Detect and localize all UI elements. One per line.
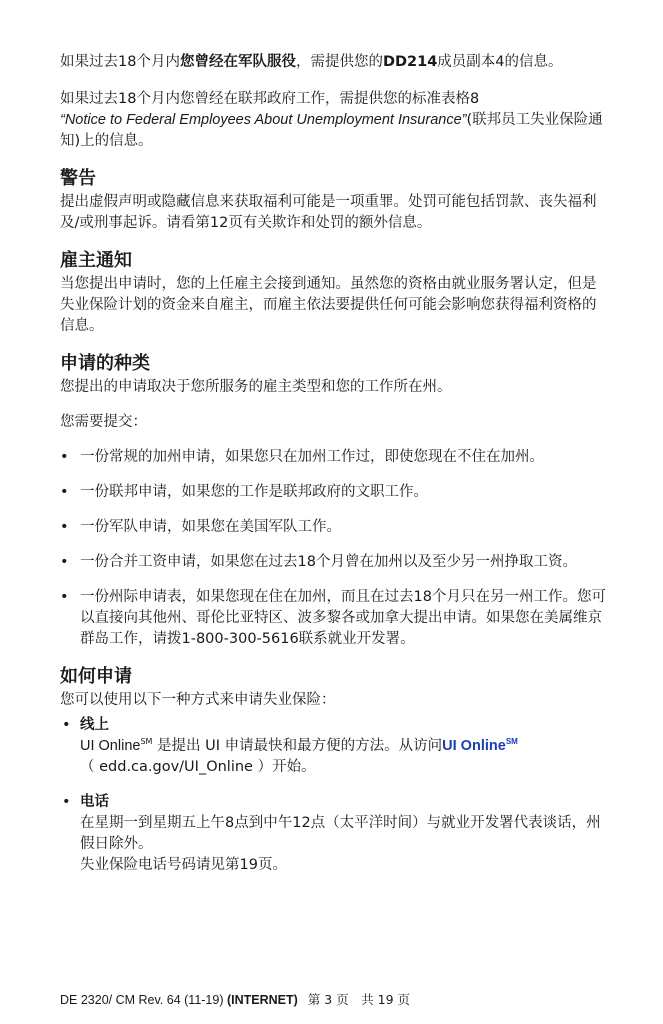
claim-types-intro: 您提出的申请取决于您所服务的雇主类型和您的工作所在州。 — [60, 379, 452, 395]
claim-types-list — [60, 447, 606, 650]
how-to-apply-title: 如何申请 — [60, 666, 132, 687]
military-paragraph: 如果过去18个月内您曾经在军队服役，需提供您的DD214成员副本4的信息。 — [60, 54, 563, 70]
phone-number-note: 失业保险电话号码请见第19页。 — [80, 857, 287, 873]
employer-notice-title: 雇主通知 — [60, 250, 132, 271]
list-item: • 一份军队申请，如果您在美国军队工作。 — [60, 519, 341, 535]
how-to-apply-intro: 您可以使用以下一种方式来申请失业保险： — [60, 692, 336, 708]
online-method: • 线上 UI Online℠ 是提出 UI 申请最快和最方便的方法。从访问UI Online℠ （ edd.ca.gov/UI_Online ）开始。 — [60, 715, 606, 778]
warning-title: 警告 — [60, 168, 96, 189]
document-body — [60, 52, 606, 876]
claim-types-title: 申请的种类 — [60, 353, 150, 374]
list-item: • 一份州际申请表，如果您现在住在加州，而且在过去18个月只在另一州工作。您可以直接向其他州、哥伦比亚特区、波多黎各或加拿大提出申请。如果您在美属维京群岛工作，请拨1-800-300-5616联系就业开发署。 — [60, 589, 606, 647]
internet-label: (INTERNET) — [226, 993, 298, 1007]
claim-types-need: 您需要提交： — [60, 414, 147, 430]
page-footer — [60, 990, 410, 1008]
list-item: • 一份合并工资申请，如果您在过去18个月曾在加州以及至少另一州挣取工资。 — [60, 554, 577, 570]
list-item: • 一份联邦申请，如果您的工作是联邦政府的文职工作。 — [60, 484, 428, 500]
page-number: 第 3 页 共 19 页 — [307, 992, 411, 1007]
form-number: DE 2320/ CM Rev. 64 (11-19) — [60, 993, 227, 1007]
online-text: UI Online℠ 是提出 UI 申请最快和最方便的方法。从访问UI Online℠ （ edd.ca.gov/UI_Online ）开始。 — [80, 737, 518, 775]
warning-text: 提出虚假声明或隐藏信息来获取福利可能是一项重罪。处罚可能包括罚款、丧失福利及/或刑事起诉。请看第12页有关欺诈和处罚的额外信息。 — [60, 194, 597, 231]
online-heading: 线上 — [80, 717, 109, 733]
federal-paragraph: 如果过去18个月内您曾经在联邦政府工作，需提供您的标准表格8 “Notice to Federal Employees About Unemployment Insurance”(联邦员工失业保险通知)上的信息。 — [60, 91, 603, 149]
ui-online-link[interactable]: UI Online℠ — [442, 737, 518, 754]
phone-heading: 电话 — [80, 794, 109, 810]
list-item: • 一份常规的加州申请，如果您只在加州工作过，即使您现在不住在加州。 — [60, 449, 544, 465]
employer-notice-text: 当您提出申请时，您的上任雇主会接到通知。虽然您的资格由就业服务署认定，但是失业保险计划的资金来自雇主，而雇主依法要提供任何可能会影响您获得福利资格的信息。 — [60, 276, 597, 334]
phone-method: • 电话 在星期一到星期五上午8点到中午12点（太平洋时间）与就业开发署代表谈话，州假日除外。 失业保险电话号码请见第19页。 — [60, 792, 606, 876]
phone-text: 在星期一到星期五上午8点到中午12点（太平洋时间）与就业开发署代表谈话，州假日除外。 — [80, 815, 601, 852]
